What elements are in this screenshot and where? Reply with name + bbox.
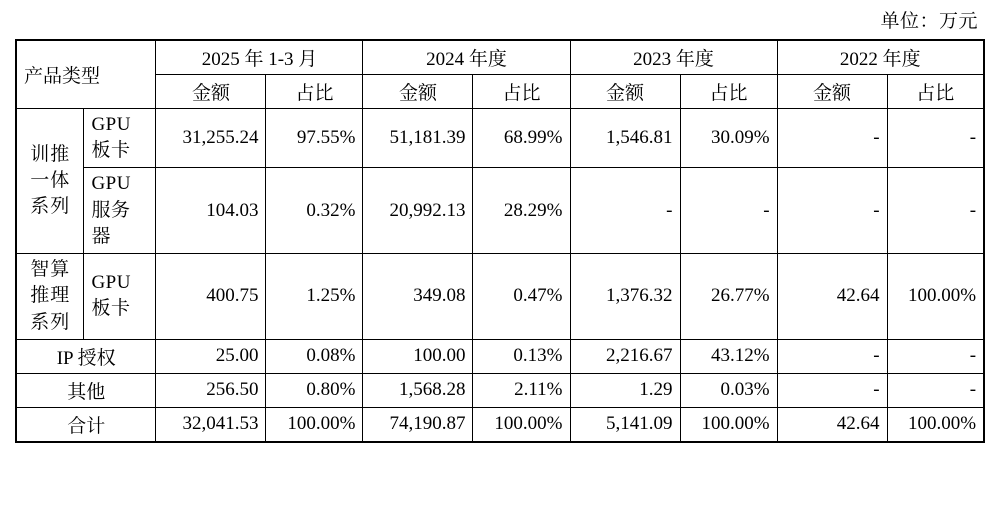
cell-value: 74,190.87 — [363, 407, 473, 442]
cell-value: 25.00 — [156, 339, 266, 373]
table-row — [16, 373, 984, 407]
table-header-row-periods — [16, 40, 984, 75]
cell-value: 42.64 — [777, 254, 887, 340]
header-amount-2: 金额 — [570, 75, 680, 109]
table-row — [16, 254, 984, 340]
header-amount-0: 金额 — [156, 75, 266, 109]
header-category: 产品类型 — [16, 40, 156, 109]
cell-value: 30.09% — [680, 109, 777, 168]
sub-label-0-1: GPU 服务器 — [84, 168, 156, 254]
cell-value: - — [777, 373, 887, 407]
cell-value: 0.47% — [473, 254, 570, 340]
cell-value: 100.00% — [473, 407, 570, 442]
cell-value: 42.64 — [777, 407, 887, 442]
cell-value: - — [887, 373, 984, 407]
cell-value: 31,255.24 — [156, 109, 266, 168]
cell-value: 0.80% — [266, 373, 363, 407]
header-period-1: 2024 年度 — [363, 40, 570, 75]
cell-value: 5,141.09 — [570, 407, 680, 442]
cell-value: 256.50 — [156, 373, 266, 407]
table-header-row-metrics — [16, 75, 984, 109]
cell-value: - — [887, 109, 984, 168]
header-ratio-3: 占比 — [887, 75, 984, 109]
cell-value: - — [570, 168, 680, 254]
cell-value: 1.25% — [266, 254, 363, 340]
cell-value: 26.77% — [680, 254, 777, 340]
header-amount-3: 金额 — [777, 75, 887, 109]
cell-value: 1,376.32 — [570, 254, 680, 340]
cell-value: - — [887, 339, 984, 373]
sub-label-0-0: GPU 板卡 — [84, 109, 156, 168]
cell-value: 20,992.13 — [363, 168, 473, 254]
cell-value: 2.11% — [473, 373, 570, 407]
table-row — [16, 168, 984, 254]
group-label-0: 训推一体系列 — [16, 109, 84, 254]
table-row — [16, 109, 984, 168]
cell-value: 100.00% — [887, 254, 984, 340]
revenue-breakdown-table — [15, 39, 985, 443]
cell-value: 100.00 — [363, 339, 473, 373]
cell-value: 100.00% — [266, 407, 363, 442]
cell-value: 0.03% — [680, 373, 777, 407]
cell-value: 1.29 — [570, 373, 680, 407]
cell-value: 97.55% — [266, 109, 363, 168]
cell-value: - — [777, 339, 887, 373]
cell-value: 104.03 — [156, 168, 266, 254]
cell-value: 68.99% — [473, 109, 570, 168]
cell-value: - — [777, 168, 887, 254]
cell-value: 43.12% — [680, 339, 777, 373]
cell-value: 349.08 — [363, 254, 473, 340]
header-ratio-1: 占比 — [473, 75, 570, 109]
cell-value: - — [680, 168, 777, 254]
row-label-ip: IP 授权 — [16, 339, 156, 373]
cell-value: 0.13% — [473, 339, 570, 373]
sub-label-1-0: GPU 板卡 — [84, 254, 156, 340]
cell-value: 0.32% — [266, 168, 363, 254]
unit-note: 单位：万元 — [880, 11, 978, 32]
header-period-0: 2025 年 1-3 月 — [156, 40, 363, 75]
cell-value: 1,546.81 — [570, 109, 680, 168]
cell-value: 0.08% — [266, 339, 363, 373]
group-label-1: 智算推理系列 — [16, 254, 84, 340]
cell-value: - — [887, 168, 984, 254]
row-label-other: 其他 — [16, 373, 156, 407]
row-label-total: 合计 — [16, 407, 156, 442]
table-row-total — [16, 407, 984, 442]
header-period-2: 2023 年度 — [570, 40, 777, 75]
header-ratio-2: 占比 — [680, 75, 777, 109]
table-row — [16, 339, 984, 373]
cell-value: 100.00% — [887, 407, 984, 442]
header-amount-1: 金额 — [363, 75, 473, 109]
cell-value: 2,216.67 — [570, 339, 680, 373]
cell-value: 28.29% — [473, 168, 570, 254]
cell-value: 1,568.28 — [363, 373, 473, 407]
cell-value: 400.75 — [156, 254, 266, 340]
header-period-3: 2022 年度 — [777, 40, 984, 75]
cell-value: 51,181.39 — [363, 109, 473, 168]
header-ratio-0: 占比 — [266, 75, 363, 109]
cell-value: - — [777, 109, 887, 168]
cell-value: 100.00% — [680, 407, 777, 442]
cell-value: 32,041.53 — [156, 407, 266, 442]
